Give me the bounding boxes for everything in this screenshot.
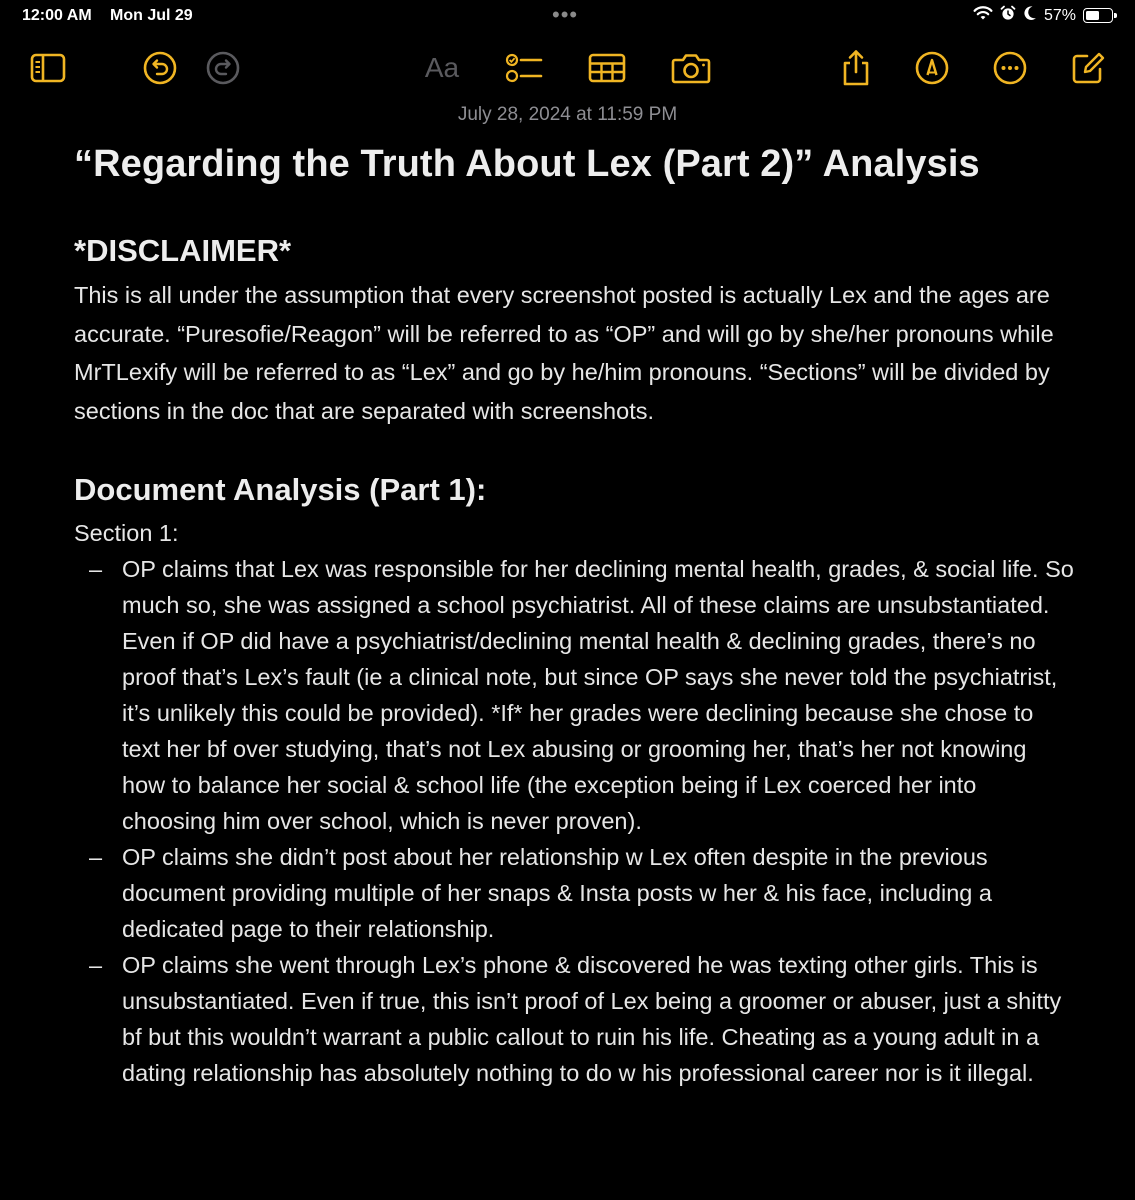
battery-percent: 57% xyxy=(1043,6,1076,24)
share-button[interactable] xyxy=(832,44,880,92)
battery-level xyxy=(1086,11,1099,20)
undo-icon xyxy=(143,51,177,85)
compose-button[interactable] xyxy=(1064,44,1112,92)
section-label: Section 1: xyxy=(74,520,179,547)
status-date: Mon Jul 29 xyxy=(110,7,193,24)
disclaimer-text: This is all under the assumption that every screenshot posted is actually Lex and the ages are accurate. “Puresofie/Reagon” will be referred to as “OP” and will go by she/her pronouns while MrTLexify will be referred to as “Lex” and go by he/him pronouns. “Sections” will be divided by sections in the doc that are separated with screenshots. xyxy=(74,282,1054,424)
camera-icon xyxy=(671,52,711,84)
text-format-icon: Aa xyxy=(424,52,460,83)
list-item xyxy=(74,839,1074,947)
status-bar xyxy=(0,0,1135,34)
markup-button[interactable] xyxy=(908,44,956,92)
list-item-text: OP claims that Lex was responsible for her declining mental health, grades, & social life. So much so, she was assigned a school psychiatrist. All of these claims are unsubstantiated. Even if OP did have a psychiatrist/declining mental health & declining grades, there’s no proof that’s Lex’s fault (ie a clinical note, but since OP says she never told the psychiatrist, it’s unlikely this could be provided). *If* her grades were declining because she chose to text her bf over studying, that’s not Lex abusing or grooming her, that’s her not knowing how to balance her social & school life (the exception being if Lex coerced her into choosing him over school, which is never proven). xyxy=(122,556,1074,835)
section-heading: Document Analysis (Part 1): xyxy=(74,472,487,508)
more-button[interactable] xyxy=(986,44,1034,92)
battery-icon xyxy=(1083,8,1113,23)
multitasking-dots-icon[interactable]: ••• xyxy=(552,2,579,27)
note-title: “Regarding the Truth About Lex (Part 2)” Analysis xyxy=(74,143,980,185)
redo-button[interactable] xyxy=(199,44,247,92)
checklist-icon xyxy=(505,52,543,84)
compose-icon xyxy=(1071,51,1105,85)
table-button[interactable] xyxy=(583,44,631,92)
text-format-button[interactable] xyxy=(418,44,466,92)
bullet-dash: – xyxy=(89,844,103,871)
bullet-list xyxy=(74,551,1074,1091)
camera-button[interactable] xyxy=(667,44,715,92)
more-icon xyxy=(993,51,1027,85)
markup-icon xyxy=(915,51,949,85)
sidebar-icon xyxy=(30,53,66,83)
alarm-icon xyxy=(1000,5,1016,26)
wifi-icon xyxy=(973,5,993,26)
table-icon xyxy=(588,53,626,83)
list-item-text: OP claims she didn’t post about her relationship w Lex often despite in the previous document providing multiple of her snaps & Insta posts w her & his face, including a dedicated page to their relationship. xyxy=(122,844,992,943)
bullet-dash: – xyxy=(89,556,103,583)
disclaimer-heading: *DISCLAIMER* xyxy=(74,233,292,268)
status-indicators xyxy=(973,5,1113,26)
moon-icon xyxy=(1023,5,1037,26)
share-icon xyxy=(841,49,871,87)
sidebar-button[interactable] xyxy=(24,44,72,92)
list-item xyxy=(74,551,1074,839)
undo-button[interactable] xyxy=(136,44,184,92)
bullet-dash: – xyxy=(89,952,103,979)
notes-toolbar xyxy=(0,44,1135,94)
status-time: 12:00 AM xyxy=(22,7,92,24)
checklist-button[interactable] xyxy=(500,44,548,92)
note-date: July 28, 2024 at 11:59 PM xyxy=(457,104,678,125)
list-item-text: OP claims she went through Lex’s phone & discovered he was texting other girls. This is unsubstantiated. Even if true, this isn’t proof of Lex being a groomer or abuser, just a shitty bf but this wouldn’t warrant a public callout to ruin his life. Cheating as a young adult in a dating relationship has absolutely nothing to do w his professional career nor is it illegal. xyxy=(122,952,1062,1087)
redo-icon xyxy=(206,51,240,85)
list-item xyxy=(74,947,1074,1091)
note-body[interactable] xyxy=(74,140,1074,1091)
